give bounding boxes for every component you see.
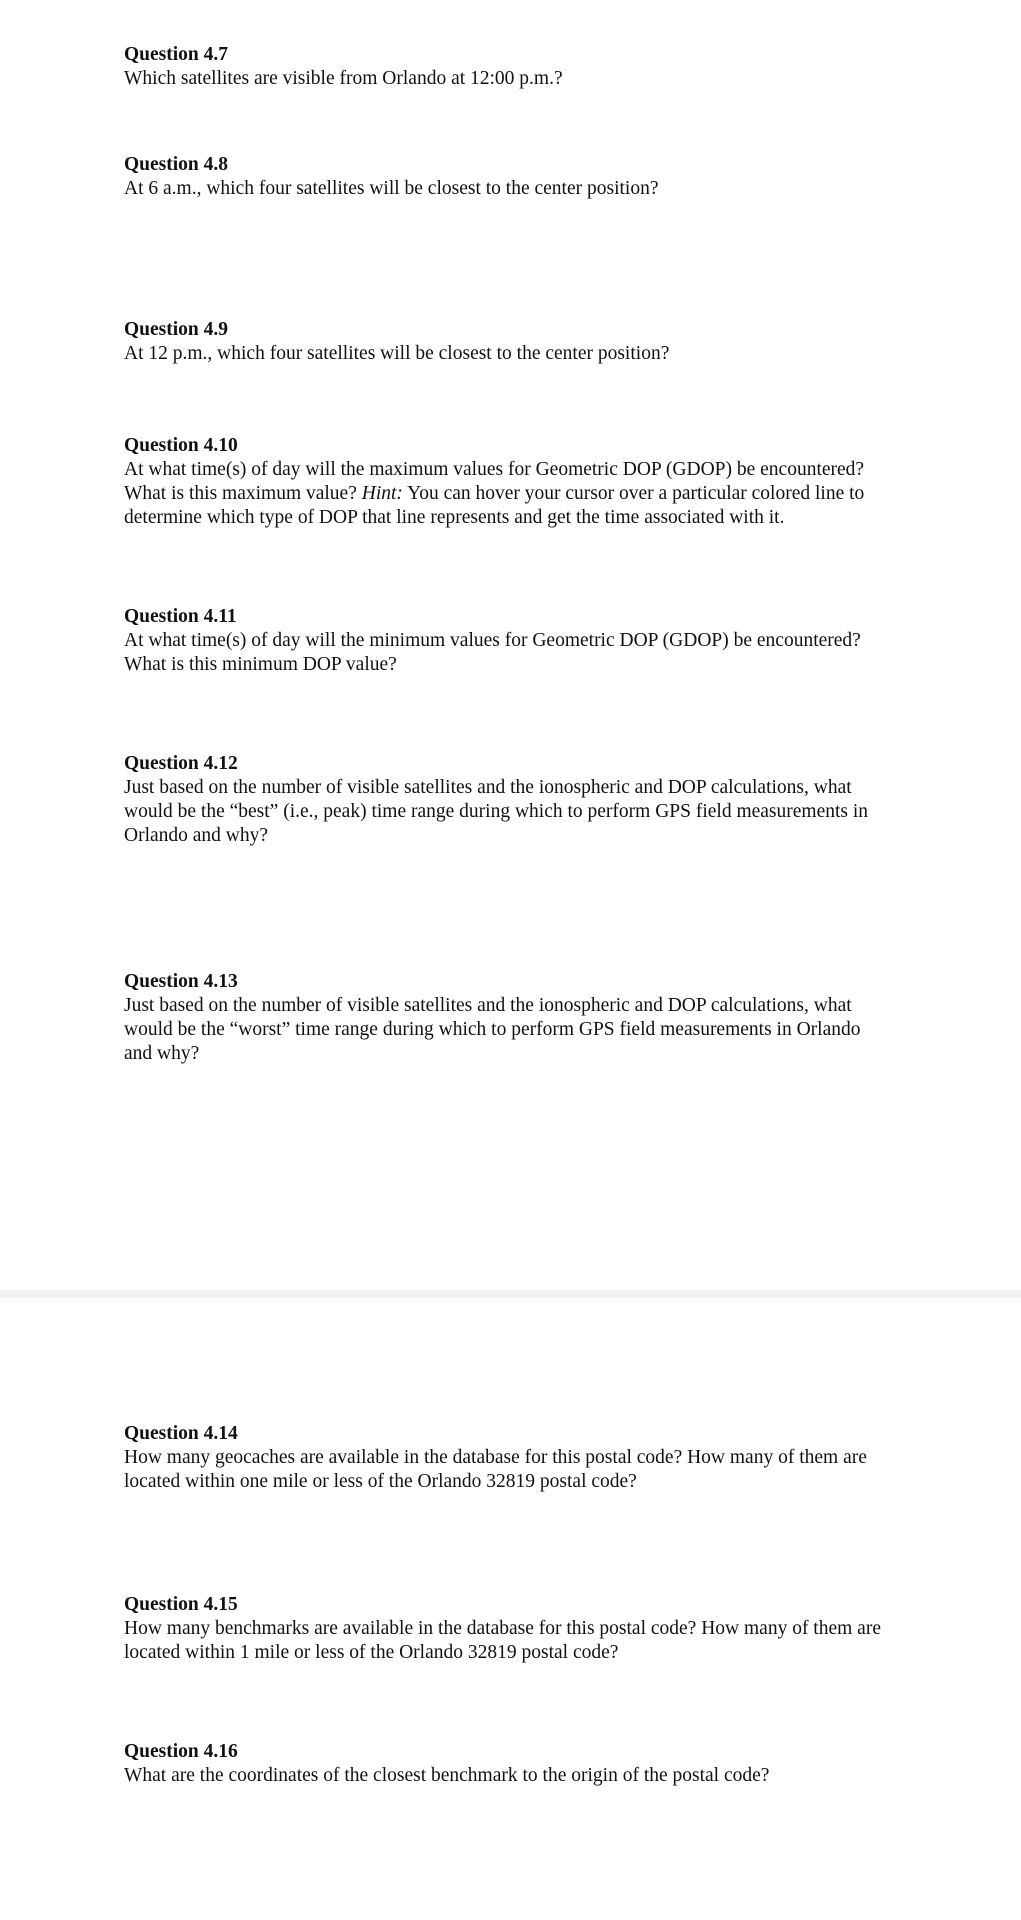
question-title: Question 4.8 <box>124 154 229 175</box>
question-4-7 <box>124 43 944 91</box>
question-text: At what time(s) of day will the minimum values for Geometric DOP (GDOP) be encountered? <box>124 630 861 651</box>
question-text: located within one mile or less of the Orlando 32819 postal code? <box>124 1471 637 1492</box>
question-text: would be the “worst” time range during which to perform GPS field measurements in Orlando <box>124 1019 861 1040</box>
question-title: Question 4.15 <box>124 1594 238 1615</box>
question-text <box>124 482 944 506</box>
question-4-10 <box>124 434 944 530</box>
question-text: Just based on the number of visible satellites and the ionospheric and DOP calculations, what <box>124 777 852 798</box>
question-text: What is this minimum DOP value? <box>124 654 397 675</box>
question-text: At what time(s) of day will the maximum values for Geometric DOP (GDOP) be encountered? <box>124 459 865 480</box>
question-text: Just based on the number of visible satellites and the ionospheric and DOP calculations, what <box>124 995 852 1016</box>
question-text: Orlando and why? <box>124 825 269 846</box>
question-title: Question 4.10 <box>124 435 238 456</box>
question-title: Question 4.7 <box>124 44 229 65</box>
question-4-15 <box>124 1593 944 1665</box>
question-title: Question 4.9 <box>124 319 229 340</box>
question-text: located within 1 mile or less of the Orlando 32819 postal code? <box>124 1642 619 1663</box>
question-text: At 12 p.m., which four satellites will be closest to the center position? <box>124 343 670 364</box>
question-4-16 <box>124 1740 944 1788</box>
question-title: Question 4.12 <box>124 753 238 774</box>
question-4-8 <box>124 153 944 201</box>
question-4-13 <box>124 970 944 1066</box>
document-page-2 <box>0 1298 1021 1920</box>
question-title: Question 4.14 <box>124 1423 238 1444</box>
question-text: How many geocaches are available in the database for this postal code? How many of them are <box>124 1447 867 1468</box>
question-text: What are the coordinates of the closest benchmark to the origin of the postal code? <box>124 1765 770 1786</box>
question-text: At 6 a.m., which four satellites will be closest to the center position? <box>124 178 659 199</box>
question-text-part: What is this maximum value? <box>124 483 362 504</box>
question-title: Question 4.16 <box>124 1741 238 1762</box>
question-title: Question 4.11 <box>124 606 237 627</box>
question-text: and why? <box>124 1043 200 1064</box>
question-4-9 <box>124 318 944 366</box>
question-text-part: You can hover your cursor over a particular colored line to <box>402 483 865 504</box>
question-4-14 <box>124 1422 944 1494</box>
question-text: determine which type of DOP that line represents and get the time associated with it. <box>124 507 785 528</box>
question-4-12 <box>124 752 944 848</box>
question-4-11 <box>124 605 944 677</box>
question-title: Question 4.13 <box>124 971 238 992</box>
question-text: would be the “best” (i.e., peak) time range during which to perform GPS field measurements in <box>124 801 869 822</box>
question-text: Which satellites are visible from Orlando at 12:00 p.m.? <box>124 68 563 89</box>
question-text: How many benchmarks are available in the database for this postal code? How many of them are <box>124 1618 881 1639</box>
hint-label: Hint: <box>361 483 403 504</box>
page-separator <box>0 1290 1021 1298</box>
